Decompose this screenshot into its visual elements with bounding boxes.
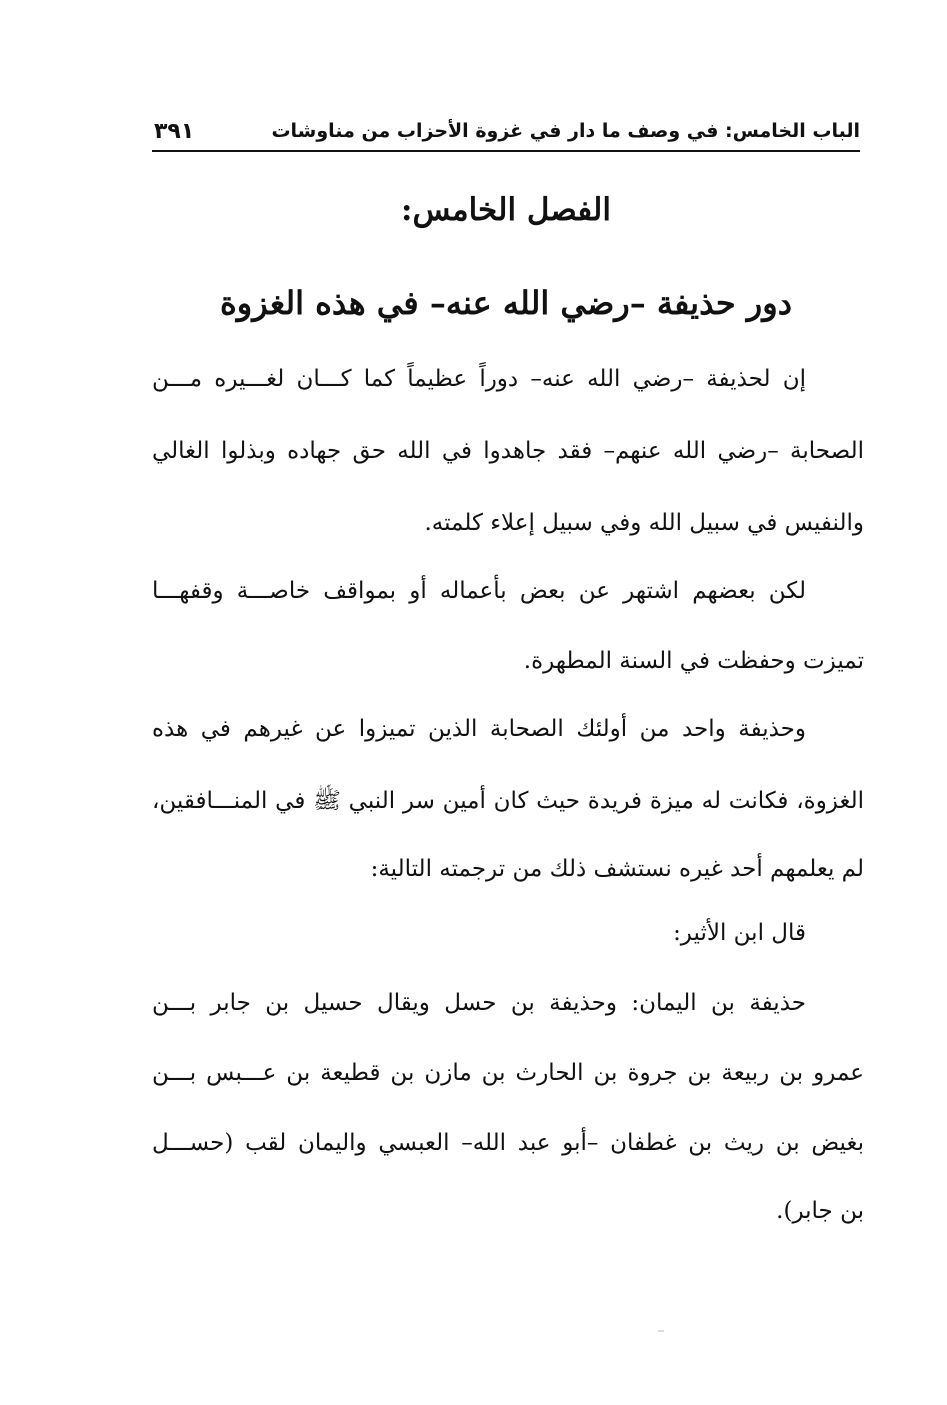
body-line: الغزوة، فكانت له ميزة فريدة حيث كان أمين سر النبي ﷺ في المنـــافقين، [152,788,864,814]
body-line: لم يعلمهم أحد غيره نستشف ذلك من ترجمته التالية: [370,856,864,882]
chapter-heading: الفصل الخامس: [401,192,611,228]
header-rule [152,150,860,152]
page-number: ٣٩١ [154,118,195,144]
body-line: تميزت وحفظت في السنة المطهرة. [523,648,864,674]
body-line: عمرو بن ربيعة بن جروة بن الحارث بن مازن بن قطيعة بن عـــبس بـــن [152,1060,864,1086]
body-line: لكن بعضهم اشتهر عن بعض بأعماله أو بمواقف خاصـــة وقفهـــا [152,578,806,604]
body-line: بن جابر). [776,1198,864,1224]
body-line: إن لحذيفة –رضي الله عنه– دوراً عظيماً كما كـــان لغـــيره مـــن [152,366,806,392]
running-header-title: الباب الخامس: في وصف ما دار في غزوة الأحزاب من مناوشات [271,120,860,142]
section-title: دور حذيفة –رضي الله عنه– في هذه الغزوة [220,284,792,322]
body-line: حذيفة بن اليمان: وحذيفة بن حسل ويقال حسيل بن جابر بـــن [152,990,806,1016]
body-line: قال ابن الأثير: [673,920,806,946]
body-line: والنفيس في سبيل الله وفي سبيل إعلاء كلمته. [424,510,864,536]
body-line: الصحابة –رضي الله عنهم– فقد جاهدوا في الله حق جهاده وبذلوا الغالي [152,438,864,464]
body-line: بغيض بن ريث بن غطفان –أبو عبد الله– العبسي واليمان لقب (حســـل [152,1130,864,1156]
scan-speck [658,1330,664,1332]
running-header [152,112,860,150]
body-line: وحذيفة واحد من أولئك الصحابة الذين تميزوا عن غيرهم في هذه [152,716,806,742]
